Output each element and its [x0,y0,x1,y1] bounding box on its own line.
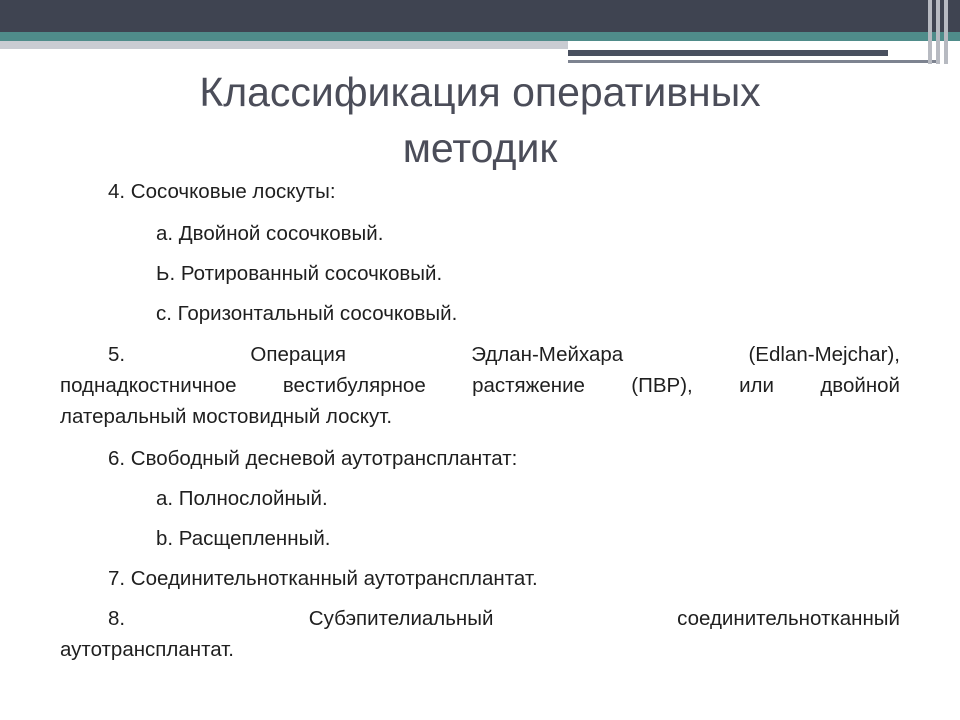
list-item-4: 4. Сосочковые лоскуты: [108,180,336,203]
list-item-8-line-1: 8. Субэпителиальный соединительнотканный [108,607,900,630]
slide-title [120,64,840,176]
list-item-4c: с. Горизонтальный сосочковый. [156,302,458,325]
header-vertical-bar [928,0,932,64]
list-item-7: 7. Соединительнотканный аутотрансплантат. [108,567,538,590]
slide-title-line-1: Классификация оперативных [199,69,761,115]
header-accent-line [568,50,888,56]
list-item-4a: а. Двойной сосочковый. [156,222,384,245]
list-item-6b: b. Расщепленный. [156,527,331,550]
slide-title-line-2: методик [402,125,558,171]
header-gray-band [0,41,568,49]
list-item-6a: а. Полнослойный. [156,487,328,510]
list-item-5-line-1: 5. Операция Эдлан-Мейхара (Edlan-Mejchar), [108,343,900,366]
list-item-8 [60,605,900,664]
list-item-8-line-2: аутотрансплантат. [60,638,234,661]
list-item-5-line-2: поднадкостничное вестибулярное растяжение (ПВР), или двойной [60,374,900,397]
header-vertical-bar [944,0,948,64]
header-accent-thin-line [568,60,940,63]
list-item-6: 6. Свободный десневой аутотрансплантат: [108,447,518,470]
header-teal-band [0,32,960,41]
header-dark-band [0,0,960,32]
header-vertical-bar [936,0,940,64]
list-item-4b: Ь. Ротированный сосочковый. [156,262,443,285]
list-item-5-line-3: латеральный мостовидный лоскут. [60,405,393,428]
list-item-5 [60,341,900,431]
